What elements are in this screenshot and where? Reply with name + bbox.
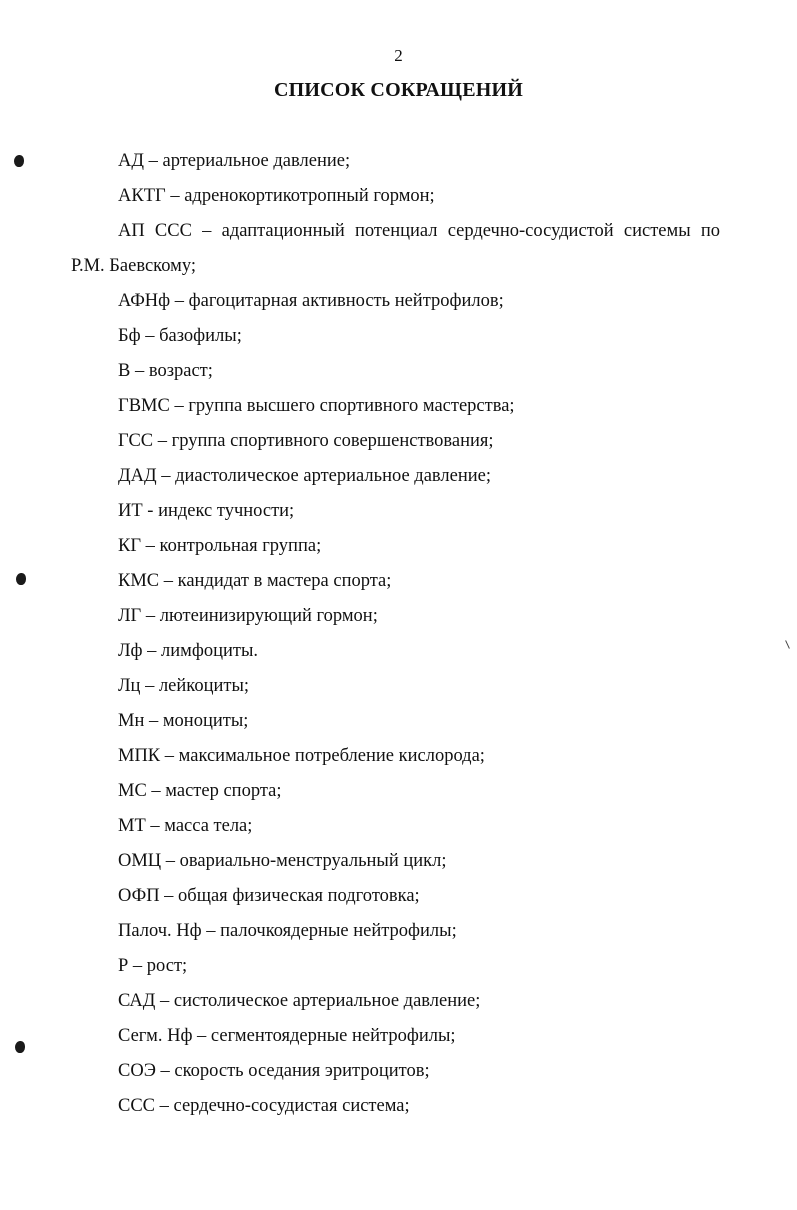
abbreviation-item: МТ – масса тела; xyxy=(118,816,253,836)
abbreviation-item: ДАД – диастолическое артериальное давление; xyxy=(118,466,491,486)
punch-hole-mark xyxy=(14,155,24,167)
abbreviation-item: Лц – лейкоциты; xyxy=(118,676,250,696)
abbreviation-item: ИТ - индекс тучности; xyxy=(118,501,295,521)
page-number: 2 xyxy=(394,46,403,65)
abbreviation-continuation: Р.М. Баевскому; xyxy=(71,256,196,276)
abbreviation-item: Р – рост; xyxy=(118,956,188,976)
abbreviation-item: ЛГ – лютеинизирующий гормон; xyxy=(118,606,378,626)
abbreviation-item: ГСС – группа спортивного совершенствования; xyxy=(118,431,494,451)
abbreviation-item: МС – мастер спорта; xyxy=(118,781,282,801)
abbreviation-item: КГ – контрольная группа; xyxy=(118,536,322,556)
abbreviation-item: ОФП – общая физическая подготовка; xyxy=(118,886,420,906)
abbreviation-item: Палоч. Нф – палочкоядерные нейтрофилы; xyxy=(118,921,457,941)
abbreviation-item: АД – артериальное давление; xyxy=(118,151,351,171)
abbreviation-item: Бф – базофилы; xyxy=(118,326,242,346)
abbreviation-list xyxy=(0,146,797,1126)
abbreviation-item: Мн – моноциты; xyxy=(118,711,249,731)
abbreviation-item: В – возраст; xyxy=(118,361,213,381)
punch-hole-mark xyxy=(15,1041,25,1053)
abbreviation-item: САД – систолическое артериальное давление; xyxy=(118,991,481,1011)
page-title: СПИСОК СОКРАЩЕНИЙ xyxy=(273,79,524,101)
abbreviation-item: Сегм. Нф – сегментоядерные нейтрофилы; xyxy=(118,1026,456,1046)
abbreviation-item: АКТГ – адренокортикотропный гормон; xyxy=(118,186,435,206)
abbreviation-item: МПК – максимальное потребление кислорода; xyxy=(118,746,485,766)
abbreviation-item: ГВМС – группа высшего спортивного мастерства; xyxy=(118,396,515,416)
abbreviation-item xyxy=(0,216,797,286)
abbreviation-item: ССС – сердечно-сосудистая система; xyxy=(118,1096,410,1116)
punch-hole-mark xyxy=(16,573,26,585)
abbreviation-item: ОМЦ – овариально-менструальный цикл; xyxy=(118,851,447,871)
abbreviation-item: Лф – лимфоциты. xyxy=(118,641,259,661)
abbreviation-item: КМС – кандидат в мастера спорта; xyxy=(118,571,392,591)
abbreviation-item: СОЭ – скорость оседания эритроцитов; xyxy=(118,1061,430,1081)
abbreviation-text: АП ССС – адаптационный потенциал сердечно-сосудистой системы по xyxy=(118,221,720,241)
abbreviation-item: АФНф – фагоцитарная активность нейтрофилов; xyxy=(118,291,504,311)
